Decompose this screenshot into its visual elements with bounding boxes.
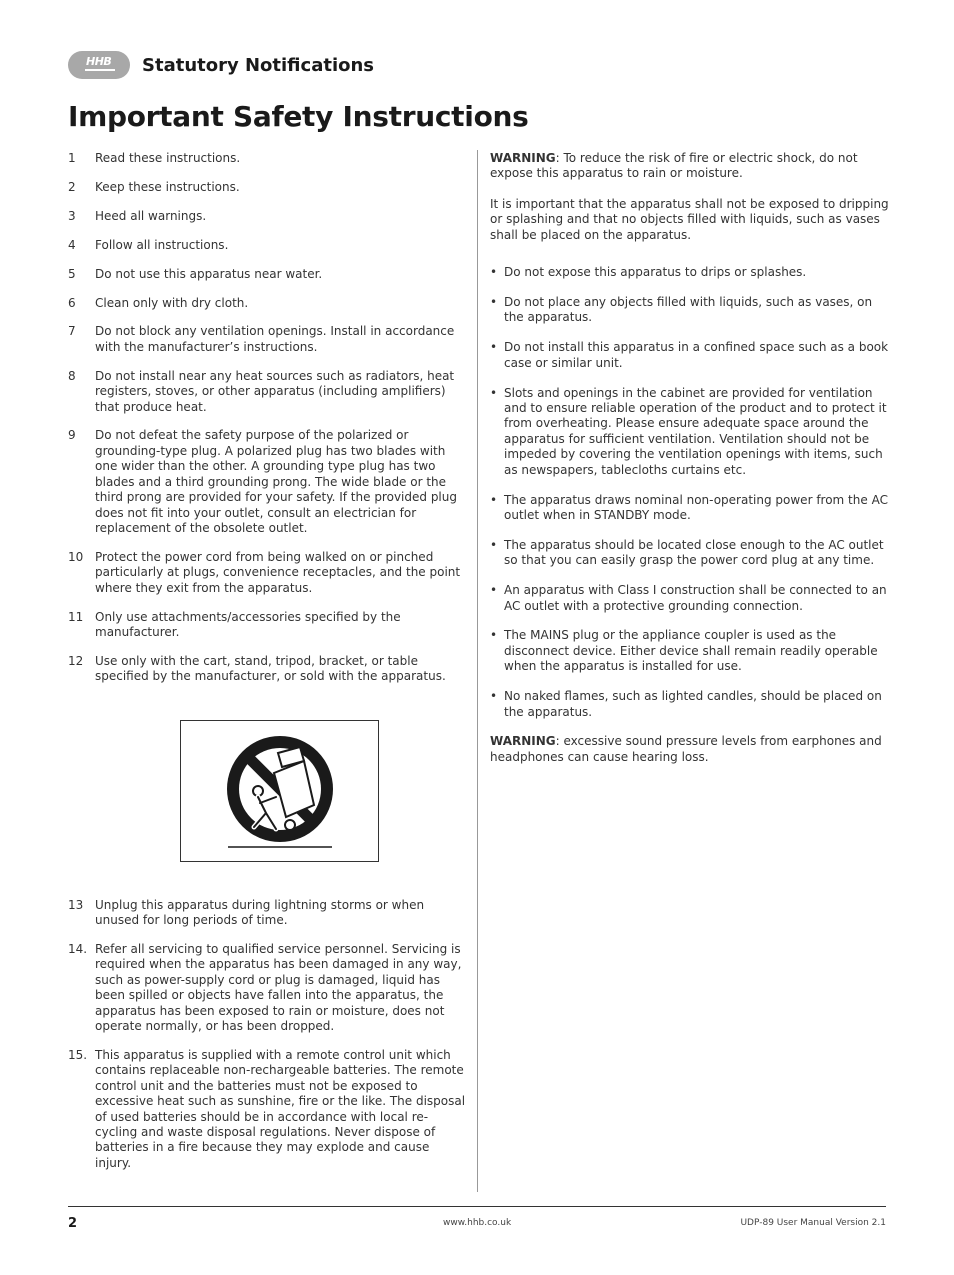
hearing-warning-paragraph: WARNING: excessive sound pressure levels from earphones and headphones can cause hearing loss. (490, 734, 882, 764)
list-item: • Do not expose this apparatus to drips or splashes. (490, 265, 807, 280)
instruction-item: 3 Heed all warnings. (68, 208, 207, 223)
instructions-column (68, 151, 468, 1185)
instruction-item: 8 Do not install near any heat sources such as radiators, heat registers, stoves, or other apparatus (including amplifiers) that produce heat. (68, 368, 455, 414)
instruction-item: 6 Clean only with dry cloth. (68, 295, 249, 310)
footer-url: www.hhb.co.uk (443, 1218, 512, 1228)
instruction-item: 12 Use only with the cart, stand, tripod, bracket, or table specified by the manufacturer, or sold with the apparatus. (68, 653, 446, 684)
list-item: • Do not install this apparatus in a confined space such as a book case or similar unit. (490, 340, 889, 370)
instruction-item: 4 Follow all instructions. (68, 237, 229, 252)
instruction-item: 2 Keep these instructions. (68, 179, 240, 194)
splash-paragraph: It is important that the apparatus shall not be exposed to dripping or splashing and that no objects filled with liquids, such as vases shall be placed on the apparatus. (490, 196, 889, 242)
cart-warning-figure (180, 720, 379, 862)
instruction-item: 9 Do not defeat the safety purpose of the polarized or grounding-type plug. A polarized plug has two blades with one wider than the other. A grounding type plug has two blades and a third grounding prong. The wide blade or the third prong are provided for your safety. If the provided plug does not fit into your outlet, consult an electrician for replacement of the obsolete outlet. (68, 428, 457, 535)
no-cart-tip-over-icon (224, 731, 336, 851)
warnings-column (490, 151, 890, 780)
instruction-item: 11 Only use attachments/accessories specified by the manufacturer. (68, 609, 401, 639)
instruction-item: 13 Unplug this apparatus during lightning storms or when unused for long periods of time. (68, 897, 425, 928)
list-item: • Slots and openings in the cabinet are provided for ventilation and to ensure reliable operation of the product and to protect it from overheating. Please ensure adequate space around the apparatus for sufficient ventilation. Ventilation should not be impeded by covering the ventilation openings with items, such as newspapers, tablecloths curtains etc. (490, 385, 887, 477)
footer-version: UDP-89 User Manual Version 2.1 (740, 1218, 886, 1228)
hhb-logo (68, 51, 130, 79)
column-divider (477, 150, 478, 1192)
list-item: • Do not place any objects filled with liquids, such as vases, on the apparatus. (490, 294, 873, 325)
instruction-item: 15. This apparatus is supplied with a remote control unit which contains replaceable non-rechargeable batteries. The remote control unit and the batteries must not be exposed to excessive heat such as sunshine, fire or the like. The disposal of used batteries should be in accordance with local re-cycling and waste disposal regulations. Never dispose of batteries in a fire because they may explode and cause injury. (68, 1047, 466, 1170)
page-header (68, 50, 374, 80)
instruction-item: 14. Refer all servicing to qualified service personnel. Servicing is required when the apparatus has been damaged in any way, such as power-supply cord or plug is damaged, liquid has been spilled or objects have fallen into the apparatus, the apparatus has been exposed to rain or moisture, does not operate normally, or has been dropped. (68, 941, 462, 1033)
page-number: 2 (68, 1216, 78, 1231)
logo-text: HHB (86, 55, 112, 68)
instruction-item: 5 Do not use this apparatus near water. (68, 266, 323, 281)
warning-paragraph: WARNING: To reduce the risk of fire or electric shock, do not expose this apparatus to rain or moisture. (490, 151, 858, 181)
list-item: • No naked flames, such as lighted candles, should be placed on the apparatus. (490, 689, 882, 719)
list-item: • An apparatus with Class I construction shall be connected to an AC outlet with a protective grounding connection. (490, 583, 887, 613)
list-item: • The apparatus draws nominal non-operating power from the AC outlet when in STANDBY mode. (490, 492, 888, 522)
page-title: Important Safety Instructions (68, 100, 529, 133)
section-title: Statutory Notifications (142, 54, 375, 76)
list-item: • The MAINS plug or the appliance coupler is used as the disconnect device. Either device shall remain readily operable when the apparatus is installed for use. (490, 628, 878, 674)
list-item: • The apparatus should be located close enough to the AC outlet so that you can easily grasp the power cord plug at any time. (490, 537, 884, 568)
instruction-item: 10 Protect the power cord from being walked on or pinched particularly at plugs, convenience receptacles, and the point where they exit from the apparatus. (68, 549, 461, 595)
bullet-list (490, 265, 890, 720)
footer-divider (68, 1206, 886, 1207)
instruction-item: 1 Read these instructions. (68, 151, 241, 165)
instruction-item: 7 Do not block any ventilation openings. Install in accordance with the manufacturer’s instructions. (68, 324, 455, 354)
